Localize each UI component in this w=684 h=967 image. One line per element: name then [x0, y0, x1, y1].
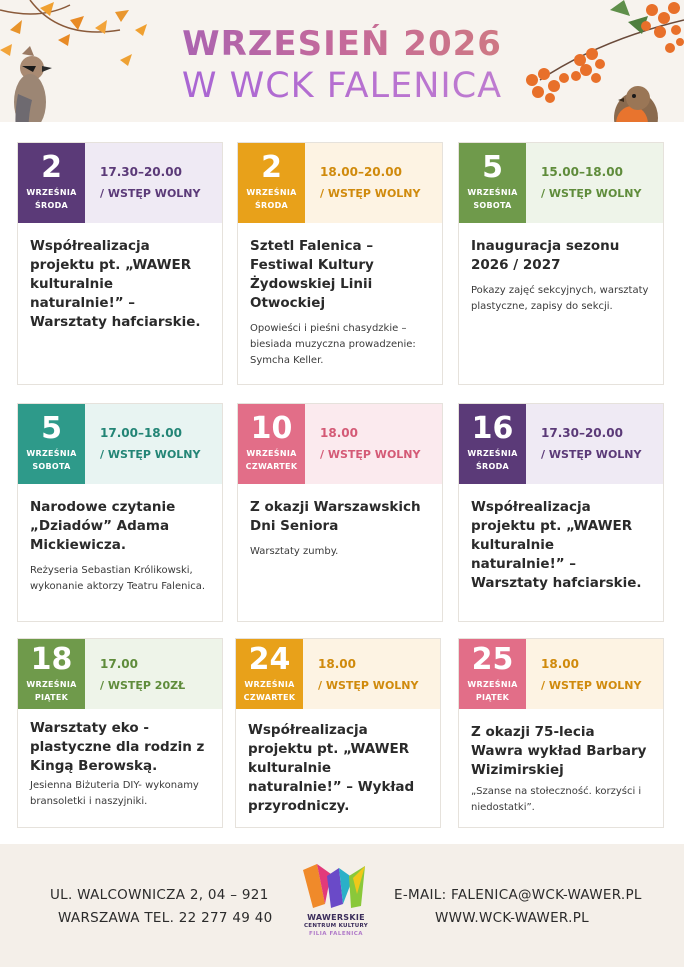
event-title: Współrealizacja projektu pt. „WAWER kulturalnie naturalnie!” – Wykład przyrodniczy. [248, 722, 415, 814]
event-time: 15.00–18.00 [541, 165, 623, 179]
event-time: 17.30–20.00 [541, 426, 623, 440]
date-badge [18, 143, 85, 223]
event-entry: / WSTĘP WOLNY [318, 679, 419, 692]
date-badge [238, 143, 305, 223]
event-weekday: PIĄTEK [34, 693, 69, 702]
event-card-body [236, 709, 440, 834]
event-description: Pokazy zajęć sekcyjnych, warsztaty plastyczne, zapisy do sekcji. [471, 285, 649, 312]
event-entry: / WSTĘP WOLNY [320, 448, 421, 461]
event-month: WRZEŚNIA [467, 449, 518, 458]
event-time-info [303, 639, 440, 709]
page-subtitle: W WCK FALENICA [0, 66, 684, 106]
event-day: 18 [30, 642, 73, 677]
event-month: WRZEŚNIA [467, 188, 518, 197]
event-day: 16 [471, 411, 514, 446]
event-card [17, 403, 223, 622]
event-card-header [18, 404, 222, 484]
event-card-body [18, 484, 222, 605]
events-grid [0, 122, 684, 844]
event-description: Opowieści i pieśni chasydzkie – biesiada muzyczna prowadzenie: Symcha Keller. [250, 323, 416, 366]
event-card-header [18, 639, 222, 709]
event-day: 5 [482, 150, 503, 185]
event-card [237, 403, 443, 622]
event-time-info [526, 143, 663, 223]
event-month: WRZEŚNIA [26, 188, 77, 197]
event-time-info [526, 639, 663, 709]
event-time-info [305, 143, 442, 223]
event-month: WRZEŚNIA [244, 680, 295, 689]
page-title: WRZESIEŃ 2026 [0, 24, 684, 64]
event-day: 24 [248, 642, 291, 677]
event-time: 17.00–18.00 [100, 426, 182, 440]
event-card [237, 142, 443, 385]
event-weekday: SOBOTA [473, 201, 512, 210]
event-card [17, 638, 223, 828]
logo-name-2: CENTRUM KULTURY [303, 923, 369, 929]
event-card [458, 403, 664, 622]
event-entry: / WSTĘP WOLNY [100, 448, 201, 461]
event-entry: / WSTĘP WOLNY [100, 187, 201, 200]
event-card-header [236, 639, 440, 709]
event-weekday: CZWARTEK [245, 462, 298, 471]
date-badge [236, 639, 303, 709]
event-time-info [85, 404, 222, 484]
event-time-info [526, 404, 663, 484]
event-description: Jesienna Biżuteria DIY- wykonamy bransoletki i naszyjniki. [30, 780, 199, 807]
event-entry: / WSTĘP WOLNY [541, 187, 642, 200]
event-card-body [238, 223, 442, 379]
event-time-info [85, 639, 222, 709]
date-badge [459, 639, 526, 709]
event-entry: / WSTĘP WOLNY [541, 448, 642, 461]
date-badge [18, 639, 85, 709]
event-month: WRZEŚNIA [246, 449, 297, 458]
event-card-body [18, 709, 222, 820]
event-card-body [238, 484, 442, 570]
event-month: WRZEŚNIA [26, 680, 77, 689]
date-badge [238, 404, 305, 484]
event-card [17, 142, 223, 385]
event-description: Warsztaty zumby. [250, 546, 339, 557]
event-card-body [18, 223, 222, 350]
date-badge [459, 404, 526, 484]
event-card-header [459, 404, 663, 484]
event-time: 17.30–20.00 [100, 165, 182, 179]
event-card [458, 142, 664, 385]
event-time: 18.00 [318, 657, 356, 671]
logo-name: WAWERSKIE [307, 913, 365, 922]
event-time: 18.00–20.00 [320, 165, 402, 179]
email-line: E-MAIL: FALENICA@WCK-WAWER.PL [394, 887, 642, 903]
event-card-header [238, 143, 442, 223]
event-weekday: ŚRODA [475, 462, 510, 471]
event-title: Warsztaty eko - plastyczne dla rodzin z Kingą Berowską. [30, 720, 205, 774]
event-card-body [459, 223, 663, 325]
event-title: Z okazji 75-lecia Wawra wykład Barbary Wizimirskiej [471, 724, 647, 778]
event-entry: / WSTĘP WOLNY [541, 679, 642, 692]
event-time: 18.00 [320, 426, 358, 440]
event-time-info [305, 404, 442, 484]
event-title: Z okazji Warszawskich Dni Seniora [250, 499, 421, 534]
event-month: WRZEŚNIA [246, 188, 297, 197]
date-badge [18, 404, 85, 484]
event-weekday: SOBOTA [32, 462, 71, 471]
event-month: WRZEŚNIA [467, 680, 518, 689]
event-entry: / WSTĘP WOLNY [320, 187, 421, 200]
event-title: Narodowe czytanie „Dziadów” Adama Mickiewicza. [30, 499, 176, 553]
date-badge [459, 143, 526, 223]
event-title: Współrealizacja projektu pt. „WAWER kulturalnie naturalnie!” – Warsztaty hafciarskie. [471, 499, 642, 591]
event-day: 5 [41, 411, 62, 446]
event-card-header [459, 143, 663, 223]
event-card-body [459, 484, 663, 611]
event-time: 18.00 [541, 657, 579, 671]
event-time-info [85, 143, 222, 223]
event-weekday: ŚRODA [254, 201, 289, 210]
event-description: „Szanse na stołeczność. korzyści i niedostatki”. [471, 786, 642, 813]
footer [0, 844, 684, 967]
event-card [458, 638, 664, 828]
event-weekday: ŚRODA [34, 201, 69, 210]
website-line: WWW.WCK-WAWER.PL [435, 910, 589, 926]
wck-logo-icon [303, 864, 367, 912]
event-card [235, 638, 441, 828]
header [0, 0, 684, 122]
event-description: Reżyseria Sebastian Królikowski, wykonanie aktorzy Teatru Falenica. [30, 565, 206, 592]
event-card-header [238, 404, 442, 484]
event-title: Inauguracja sezonu 2026 / 2027 [471, 238, 620, 273]
event-card-header [459, 639, 663, 709]
event-day: 25 [471, 642, 514, 677]
event-card-body [459, 709, 663, 826]
logo-branch: FILIA FALENICA [308, 931, 364, 937]
event-day: 10 [250, 411, 293, 446]
address-line-2: WARSZAWA TEL. 22 277 49 40 [58, 910, 273, 926]
address-line-1: UL. WALCOWNICZA 2, 04 – 921 [50, 887, 269, 903]
event-entry: / WSTĘP 20ZŁ [100, 679, 186, 692]
event-title: Współrealizacja projektu pt. „WAWER kulturalnie naturalnie!” – Warsztaty hafciarskie. [30, 238, 201, 330]
event-weekday: PIĄTEK [475, 693, 510, 702]
event-weekday: CZWARTEK [243, 693, 296, 702]
event-time: 17.00 [100, 657, 138, 671]
event-month: WRZEŚNIA [26, 449, 77, 458]
event-day: 2 [41, 150, 62, 185]
event-card-header [18, 143, 222, 223]
event-day: 2 [261, 150, 282, 185]
event-title: Sztetl Falenica – Festiwal Kultury Żydowskiej Linii Otwockiej [250, 238, 374, 311]
